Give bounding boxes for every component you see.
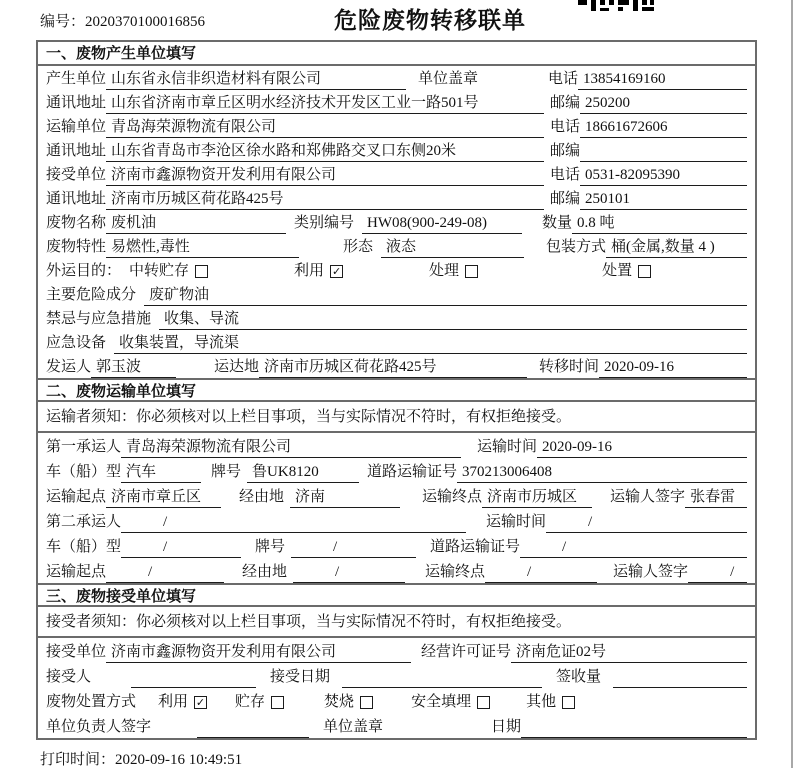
producer-unit-label: 产生单位 (46, 71, 107, 87)
serial-value: 2020370100016856 (85, 14, 206, 30)
address-label: 通讯地址 (46, 191, 107, 207)
road-license-label: 道路运输证号 (367, 464, 458, 480)
first-vehicle-row (38, 458, 755, 483)
page-right-edge (791, 0, 793, 768)
transporter-zip-field (580, 141, 747, 162)
checkbox-disposal-other[interactable] (562, 696, 575, 709)
section2-heading: 二、废物运输单位填写 (38, 378, 755, 402)
emergency-equipment-label: 应急设备 (46, 335, 107, 351)
qr-code-icon (578, 0, 654, 11)
waste-traits-field: 易燃性,毒性 (106, 237, 299, 258)
route-via-field: 济南 (290, 487, 400, 508)
receiver-phone-field: 0531-82095390 (580, 165, 747, 186)
transporter-address-row (38, 138, 755, 162)
waste-traits-row (38, 234, 755, 258)
transport-time-label: 运输时间 (486, 514, 547, 530)
quantity-label: 数量 (542, 215, 573, 231)
route-end-field: 济南市历城区 (482, 487, 592, 508)
transporter-address-field: 山东省青岛市李沧区徐水路和郑佛路交叉口东侧20米 (106, 141, 544, 162)
receiver-address-field: 济南市历城区荷花路425号 (106, 189, 544, 210)
date-field (521, 717, 747, 738)
first-carrier-label: 第一承运人 (46, 439, 122, 455)
second-vehicle-type-field: / (121, 537, 241, 558)
responsible-signature-label: 单位负责人签字 (46, 719, 152, 735)
print-time (40, 748, 242, 769)
carrier-signature-label: 运输人签字 (613, 564, 689, 580)
option-utilize-label: 利用 (158, 694, 189, 710)
checkbox-treat[interactable] (465, 265, 478, 278)
carrier-signature-label: 运输人签字 (610, 489, 686, 505)
first-carrier-field: 青岛海荣源物流有限公司 (121, 437, 461, 458)
taboo-measures-label: 禁忌与应急措施 (46, 311, 152, 327)
second-road-license-field: / (520, 537, 747, 558)
producer-unit-row (38, 66, 755, 90)
option-utilize-label: 利用 (294, 263, 325, 279)
hazard-component-field: 废矿物油 (144, 285, 747, 306)
route-via-label: 经由地 (239, 489, 285, 505)
producer-phone-field: 13854169160 (578, 69, 747, 90)
responsible-signature-row (38, 713, 755, 738)
second-carrier-signature-field: / (688, 562, 747, 583)
plate-number-label: 牌号 (211, 464, 242, 480)
taboo-measures-row (38, 306, 755, 330)
checkbox-transit-storage[interactable] (195, 265, 208, 278)
first-transport-time-field: 2020-09-16 (537, 437, 747, 458)
destination-label: 运达地 (214, 359, 260, 375)
acceptor-label: 接受人 (46, 669, 92, 685)
vehicle-type-label: 车（船）型 (46, 539, 122, 555)
route-start-label: 运输起点 (46, 564, 107, 580)
responsible-signature-field (197, 717, 309, 738)
checkbox-dispose[interactable] (638, 265, 651, 278)
transfer-time-field: 2020-09-16 (599, 357, 747, 378)
category-code-field: HW08(900-249-08) (362, 213, 522, 234)
route-start-label: 运输起点 (46, 489, 107, 505)
checkbox-disposal-landfill[interactable] (477, 696, 490, 709)
form-state-label: 形态 (343, 239, 374, 255)
dispatcher-label: 发运人 (46, 359, 92, 375)
date-label: 日期 (491, 719, 522, 735)
category-code-label: 类别编号 (294, 215, 355, 231)
zip-label: 邮编 (550, 95, 581, 111)
producer-zip-field: 250200 (580, 93, 747, 114)
dispatcher-field: 郭玉波 (91, 357, 176, 378)
zip-label: 邮编 (550, 143, 581, 159)
second-route-start-field: / (106, 562, 224, 583)
checkbox-utilize[interactable]: ✓ (331, 265, 342, 278)
transporter-unit-label: 运输单位 (46, 119, 107, 135)
waste-name-row (38, 210, 755, 234)
section1-heading: 一、废物产生单位填写 (38, 42, 755, 66)
permit-number-field: 济南危证02号 (511, 642, 747, 663)
transfer-form-table (36, 40, 757, 740)
second-transport-time-field: / (546, 512, 747, 533)
form-state-field: 液态 (381, 237, 524, 258)
second-carrier-row (38, 508, 755, 533)
receiver-unit-label: 接受单位 (46, 167, 107, 183)
receiver-notice: 接受者须知：你必须核对以上栏目事项，当与实际情况不符时，有权拒绝接受。 (38, 607, 755, 638)
vehicle-type-field: 汽车 (121, 462, 201, 483)
transfer-purpose-label: 外运目的： (46, 263, 122, 279)
unit-seal-label: 单位盖章 (323, 719, 384, 735)
producer-address-field: 山东省济南市章丘区明水经济技术开发区工业一路501号 (106, 93, 544, 114)
quantity-field: 0.8 吨 (572, 213, 747, 234)
address-label: 通讯地址 (46, 143, 107, 159)
packing-field: 桶(金属,数量 4 ) (606, 237, 747, 258)
checkbox-disposal-incinerate[interactable] (360, 696, 373, 709)
receiver-unit-field: 济南市鑫源物资开发利用有限公司 (106, 165, 544, 186)
road-license-label: 道路运输证号 (430, 539, 521, 555)
second-plate-number-field: / (291, 537, 416, 558)
waste-traits-label: 废物特性 (46, 239, 107, 255)
transfer-time-label: 转移时间 (539, 359, 600, 375)
section3-heading: 三、废物接受单位填写 (38, 583, 755, 607)
acceptor-field (131, 667, 256, 688)
serial-number (40, 10, 205, 31)
accept-unit-row (38, 638, 755, 663)
print-time-value: 2020-09-16 10:49:51 (115, 752, 243, 768)
accept-unit-label: 接受单位 (46, 644, 107, 660)
plate-number-field: 鲁UK8120 (247, 462, 359, 483)
producer-address-row (38, 90, 755, 114)
option-landfill-label: 安全填埋 (411, 694, 472, 710)
serial-label: 编号： (40, 14, 86, 30)
accept-date-field (342, 667, 542, 688)
route-end-label: 运输终点 (425, 564, 486, 580)
taboo-measures-field: 收集、导流 (159, 309, 747, 330)
transfer-purpose-row (38, 258, 755, 282)
option-treat-label: 处理 (429, 263, 460, 279)
receiver-unit-row (38, 162, 755, 186)
route-via-label: 经由地 (242, 564, 288, 580)
dispatch-row (38, 354, 755, 378)
second-route-end-field: / (485, 562, 597, 583)
first-carrier-row (38, 433, 755, 458)
accept-date-label: 接受日期 (270, 669, 331, 685)
plate-number-label: 牌号 (255, 539, 286, 555)
acceptor-row (38, 663, 755, 688)
carrier-signature-field: 张春雷 (685, 487, 747, 508)
route-start-field: 济南市章丘区 (106, 487, 221, 508)
unit-seal-label: 单位盖章 (418, 71, 479, 87)
disposal-method-row (38, 688, 755, 713)
road-license-field: 370213006408 (457, 462, 747, 483)
permit-number-label: 经营许可证号 (421, 644, 512, 660)
option-other-label: 其他 (526, 694, 557, 710)
checkbox-disposal-utilize[interactable]: ✓ (195, 696, 206, 709)
waste-name-label: 废物名称 (46, 215, 107, 231)
transporter-unit-row (38, 114, 755, 138)
transport-time-label: 运输时间 (477, 439, 538, 455)
print-time-label: 打印时间： (40, 752, 116, 768)
zip-label: 邮编 (550, 191, 581, 207)
document-header (0, 0, 796, 40)
second-route-via-field: / (293, 562, 405, 583)
route-end-label: 运输终点 (422, 489, 483, 505)
transporter-phone-field: 18661672606 (580, 117, 747, 138)
emergency-equipment-row (38, 330, 755, 354)
page-title: 危险废物转移联单 (334, 7, 526, 33)
checkbox-disposal-store[interactable] (271, 696, 284, 709)
destination-field: 济南市历城区荷花路425号 (259, 357, 527, 378)
address-label: 通讯地址 (46, 95, 107, 111)
vehicle-type-label: 车（船）型 (46, 464, 122, 480)
phone-label: 电话 (548, 71, 579, 87)
received-quantity-label: 签收量 (556, 669, 602, 685)
first-route-row (38, 483, 755, 508)
second-carrier-field: / (121, 512, 466, 533)
disposal-method-label: 废物处置方式 (46, 694, 137, 710)
option-dispose-label: 处置 (602, 263, 633, 279)
emergency-equipment-field: 收集装置，导流渠 (114, 333, 747, 354)
second-vehicle-row (38, 533, 755, 558)
second-route-row (38, 558, 755, 583)
phone-label: 电话 (550, 119, 581, 135)
transporter-unit-field: 青岛海荣源物流有限公司 (106, 117, 544, 138)
phone-label: 电话 (550, 167, 581, 183)
second-carrier-label: 第二承运人 (46, 514, 122, 530)
hazard-component-label: 主要危险成分 (46, 287, 137, 303)
receiver-address-row (38, 186, 755, 210)
option-transit-storage-label: 中转贮存 (129, 263, 190, 279)
option-incinerate-label: 焚烧 (324, 694, 355, 710)
waste-name-field: 废机油 (106, 213, 286, 234)
hazard-component-row (38, 282, 755, 306)
transporter-notice: 运输者须知：你必须核对以上栏目事项，当与实际情况不符时，有权拒绝接受。 (38, 402, 755, 433)
producer-unit-field: 山东省永信非织造材料有限公司 (106, 69, 406, 90)
option-store-label: 贮存 (235, 694, 266, 710)
received-quantity-field (613, 667, 747, 688)
packing-label: 包装方式 (546, 239, 607, 255)
receiver-zip-field: 250101 (580, 189, 747, 210)
accept-unit-field: 济南市鑫源物资开发利用有限公司 (106, 642, 411, 663)
